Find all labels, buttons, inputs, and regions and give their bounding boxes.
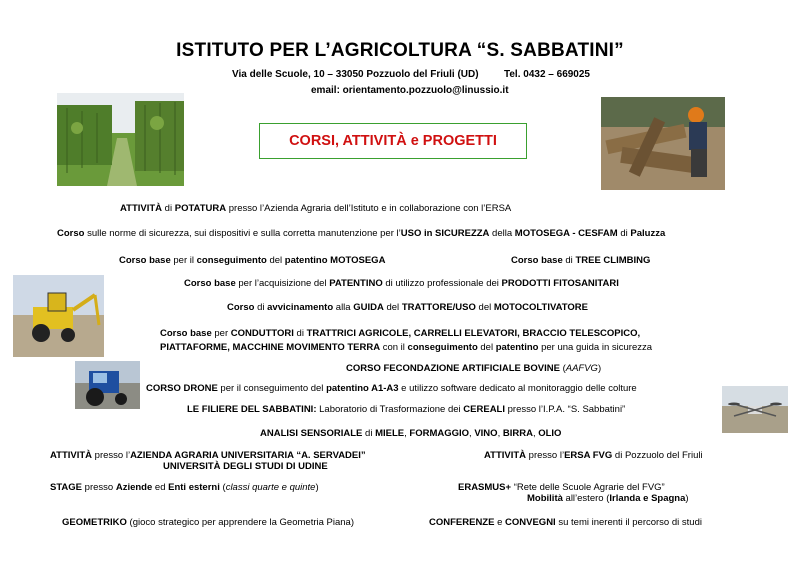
email: email: orientamento.pozzuolo@linussio.it bbox=[311, 85, 509, 96]
line-tree-climbing: Corso base di TREE CLIMBING bbox=[511, 255, 651, 266]
line-servadei: ATTIVITÀ presso l’AZIENDA AGRARIA UNIVERSITARIA “A. SERVADEI” bbox=[50, 450, 366, 461]
page-title: ISTITUTO PER L’AGRICOLTURA “S. SABBATINI” bbox=[176, 40, 624, 61]
line-conduttori-1: Corso base per CONDUTTORI di TRATTRICI AGRICOLE, CARRELLI ELEVATORI, BRACCIO TELESCOPICO, bbox=[160, 328, 641, 339]
address: Via delle Scuole, 10 – 33050 Pozzuolo del Friuli (UD) bbox=[232, 69, 479, 80]
line-uniud: UNIVERSITÀ DEGLI STUDI DI UDINE bbox=[163, 461, 328, 472]
courses-banner: CORSI, ATTIVITÀ e PROGETTI bbox=[259, 123, 527, 159]
line-trattore: Corso di avvicinamento alla GUIDA del TRATTORE/USO del MOTOCOLTIVATORE bbox=[227, 302, 588, 313]
line-mobilita: Mobilità all’estero (Irlanda e Spagna) bbox=[527, 493, 689, 504]
line-fecondazione: CORSO FECONDAZIONE ARTIFICIALE BOVINE (AAFVG) bbox=[346, 363, 602, 374]
line-geometriko: GEOMETRIKO (gioco strategico per apprendere la Geometria Piana) bbox=[62, 517, 354, 528]
line-ersa: ATTIVITÀ presso l’ERSA FVG di Pozzuolo del Friuli bbox=[484, 450, 703, 461]
phone: Tel. 0432 – 669025 bbox=[504, 69, 590, 80]
line-stage: STAGE presso Aziende ed Enti esterni (classi quarte e quinte) bbox=[50, 482, 319, 493]
line-analisi-sensoriale: ANALISI SENSORIALE di MIELE, FORMAGGIO, VINO, BIRRA, OLIO bbox=[260, 428, 562, 439]
line-conduttori-2: PIATTAFORME, MACCHINE MOVIMENTO TERRA con il conseguimento del patentino per una guida in sicurezza bbox=[160, 342, 653, 353]
line-motosega-safety: Corso sulle norme di sicurezza, sui dispositivi e sulla corretta manutenzione per l’USO in SICUREZZA della MOTOSEGA - CESFAM di Paluzza bbox=[57, 228, 666, 239]
backhoe-photo bbox=[13, 275, 104, 357]
line-drone: CORSO DRONE per il conseguimento del patentino A1-A3 e utilizzo software dedicato al monitoraggio delle colture bbox=[146, 383, 637, 394]
line-patentino-motosega: Corso base per il conseguimento del patentino MOTOSEGA bbox=[119, 255, 386, 266]
line-fitosanitari: Corso base per l’acquisizione del PATENTINO di utilizzo professionale dei PRODOTTI FITOSANITARI bbox=[184, 278, 619, 289]
line-conferenze: CONFERENZE e CONVEGNI su temi inerenti il percorso di studi bbox=[429, 517, 702, 528]
orchard-photo bbox=[57, 93, 184, 186]
drone-photo bbox=[722, 386, 788, 433]
line-filiere: LE FILIERE DEL SABBATINI: Laboratorio di Trasformazione dei CEREALI presso l’I.P.A. “S. Sabbatini” bbox=[187, 404, 626, 415]
line-erasmus: ERASMUS+ “Rete delle Scuole Agrarie del FVG” bbox=[458, 482, 665, 493]
line-potatura: ATTIVITÀ di POTATURA presso l’Azienda Agraria dell’Istituto e in collaborazione con l’ERSA bbox=[120, 203, 512, 214]
chainsaw-photo bbox=[601, 97, 725, 190]
tractor-photo bbox=[75, 361, 140, 409]
